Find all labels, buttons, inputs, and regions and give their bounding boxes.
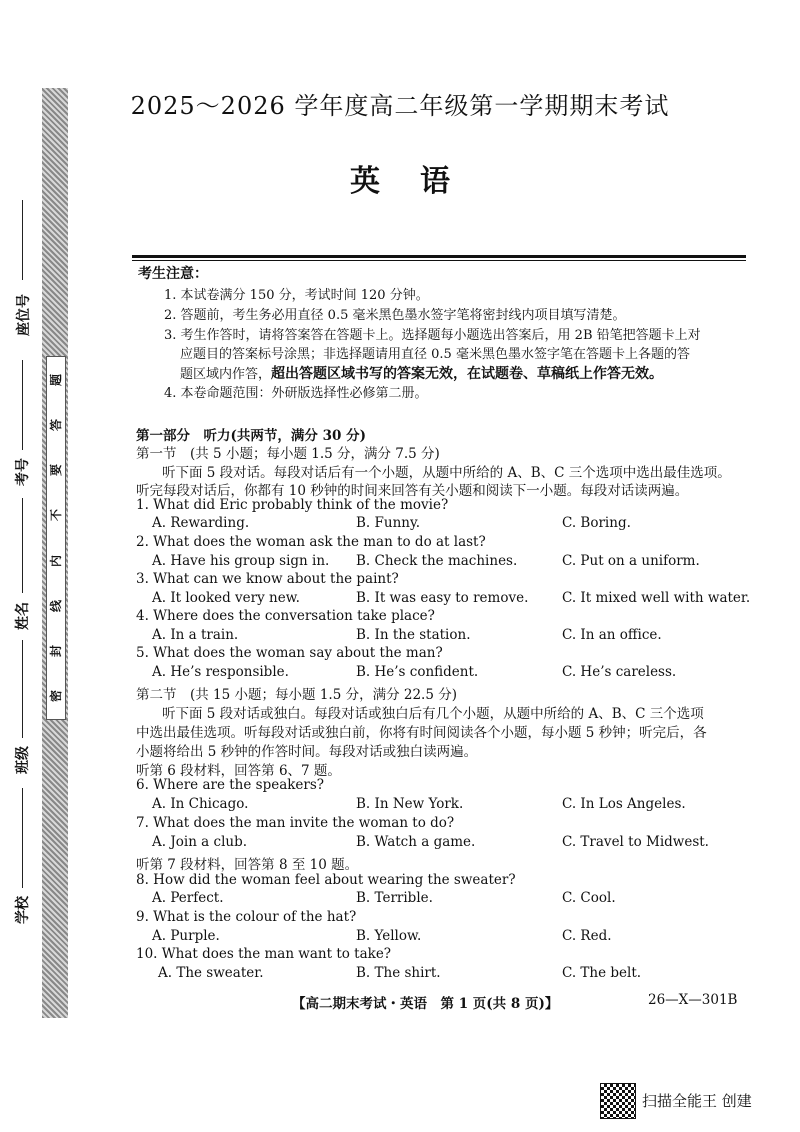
seal-char: 密 — [48, 690, 63, 703]
q3-option-a: A. It looked very new. — [152, 590, 300, 606]
paper-code: 26—X—301B — [648, 992, 738, 1008]
q4-option-a: A. In a train. — [152, 627, 239, 643]
notice-item-2: 2. 答题前，考生务必用直径 0.5 毫米黑色墨水签字笔将密封线内项目填写清楚。 — [164, 308, 626, 323]
q1-option-a: A. Rewarding. — [152, 515, 250, 531]
question-4: 4. Where does the conversation take place? — [136, 608, 435, 624]
exam-no-line — [22, 360, 23, 450]
q2-option-a: A. Have his group sign in. — [152, 553, 330, 569]
q6-option-a: A. In Chicago. — [152, 796, 249, 812]
seal-char: 内 — [48, 554, 63, 567]
notice-item-1: 1. 本试卷满分 150 分，考试时间 120 分钟。 — [164, 288, 429, 303]
section2-desc-1: 听下面 5 段对话或独白。每段对话或独白后有几个小题，从题中所给的 A、B、C 三个选项 — [162, 706, 704, 722]
page-footer: 【高二期末考试・英语 第 1 页(共 8 页)】 — [292, 996, 559, 1012]
material-6-heading: 听第 6 段材料，回答第 6、7 题。 — [136, 763, 341, 779]
q10-option-c: C. The belt. — [562, 965, 642, 981]
school-line — [22, 788, 23, 888]
notice-item-4: 4. 本卷命题范围：外研版选择性必修第二册。 — [164, 386, 428, 401]
q4-option-b: B. In the station. — [356, 627, 471, 643]
school-label: 学校 — [15, 896, 31, 924]
q7-option-b: B. Watch a game. — [356, 834, 476, 850]
section2-heading: 第二节 (共 15 小题；每小题 1.5 分，满分 22.5 分) — [136, 687, 457, 703]
q1-option-c: C. Boring. — [562, 515, 631, 531]
notice-item-3c — [180, 364, 663, 385]
section2-desc-2: 中选出最佳选项。听每段对话或独白前，你将有时间阅读各个小题，每小题 5 秒钟；听完后，各 — [136, 725, 707, 741]
q8-option-c: C. Cool. — [562, 890, 616, 906]
q9-option-a: A. Purple. — [152, 928, 220, 944]
q7-option-c: C. Travel to Midwest. — [562, 834, 709, 850]
question-8: 8. How did the woman feel about wearing the sweater? — [136, 872, 516, 888]
header-rule-thick — [132, 255, 746, 258]
seal-char: 题 — [48, 373, 63, 386]
part1-heading: 第一部分 听力(共两节，满分 30 分) — [136, 428, 366, 444]
seal-char: 不 — [48, 509, 63, 522]
q2-option-c: C. Put on a uniform. — [562, 553, 700, 569]
question-5: 5. What does the woman say about the man? — [136, 645, 443, 661]
notice-heading: 考生注意： — [138, 266, 208, 282]
q4-option-c: C. In an office. — [562, 627, 662, 643]
q2-option-b: B. Check the machines. — [356, 553, 518, 569]
scanner-watermark: 扫描全能王 创建 — [642, 1092, 752, 1110]
q6-option-b: B. In New York. — [356, 796, 464, 812]
name-line — [22, 498, 23, 593]
seal-line-box — [46, 356, 66, 720]
material-7-heading: 听第 7 段材料，回答第 8 至 10 题。 — [136, 857, 359, 873]
q5-option-b: B. He’s confident. — [356, 664, 479, 680]
seal-char: 要 — [48, 464, 63, 477]
section1-heading: 第一节 (共 5 小题；每小题 1.5 分，满分 7.5 分) — [136, 446, 440, 462]
subject-title: 英语 — [350, 164, 490, 199]
q3-option-c: C. It mixed well with water. — [562, 590, 751, 606]
question-7: 7. What does the man invite the woman to do? — [136, 815, 455, 831]
question-9: 9. What is the colour of the hat? — [136, 909, 357, 925]
question-1: 1. What did Eric probably think of the movie? — [136, 497, 449, 513]
section1-desc-1: 听下面 5 段对话。每段对话后有一个小题，从题中所给的 A、B、C 三个选项中选出最佳选项。 — [162, 465, 731, 481]
class-line — [22, 640, 23, 738]
notice-item-3a: 3. 考生作答时，请将答案答在答题卡上。选择题每小题选出答案后，用 2B 铅笔把答题卡上对 — [164, 328, 701, 343]
question-3: 3. What can we know about the paint? — [136, 571, 399, 587]
seal-char: 封 — [48, 645, 63, 658]
seat-label: 座位号 — [16, 294, 32, 336]
notice-item-3b: 应题目的答案标号涂黑；非选择题请用直径 0.5 毫米黑色墨水签字笔在答题卡上各题的答 — [180, 347, 690, 362]
exam-title: 2025～2026 学年度高二年级第一学期期末考试 — [130, 92, 670, 120]
question-2: 2. What does the woman ask the man to do at last? — [136, 534, 486, 550]
notice-item-3c-plain: 题区域内作答， — [180, 367, 272, 382]
q5-option-a: A. He’s responsible. — [152, 664, 289, 680]
seal-char: 线 — [48, 599, 63, 612]
section1-desc-2: 听完每段对话后，你都有 10 秒钟的时间来回答有关小题和阅读下一小题。每段对话读两遍。 — [136, 483, 689, 499]
seal-char: 答 — [48, 418, 63, 431]
q5-option-c: C. He’s careless. — [562, 664, 677, 680]
name-label: 姓名 — [15, 602, 31, 630]
class-label: 班级 — [15, 746, 31, 774]
q6-option-c: C. In Los Angeles. — [562, 796, 686, 812]
section2-desc-3: 小题将给出 5 秒钟的作答时间。每段对话或独白读两遍。 — [136, 744, 478, 760]
q7-option-a: A. Join a club. — [152, 834, 248, 850]
q9-option-c: C. Red. — [562, 928, 612, 944]
exam-no-label: 考号 — [15, 458, 31, 486]
notice-item-3c-bold: 超出答题区域书写的答案无效，在试题卷、草稿纸上作答无效。 — [271, 366, 664, 382]
q1-option-b: B. Funny. — [356, 515, 421, 531]
q9-option-b: B. Yellow. — [356, 928, 422, 944]
q8-option-b: B. Terrible. — [356, 890, 433, 906]
header-rule-thin — [132, 260, 746, 261]
q8-option-a: A. Perfect. — [152, 890, 224, 906]
q10-option-b: B. The shirt. — [356, 965, 441, 981]
question-10: 10. What does the man want to take? — [136, 946, 392, 962]
qr-code-icon — [600, 1083, 636, 1119]
seat-line — [22, 200, 23, 280]
q3-option-b: B. It was easy to remove. — [356, 590, 529, 606]
q10-option-a: A. The sweater. — [158, 965, 264, 981]
question-6: 6. Where are the speakers? — [136, 777, 325, 793]
